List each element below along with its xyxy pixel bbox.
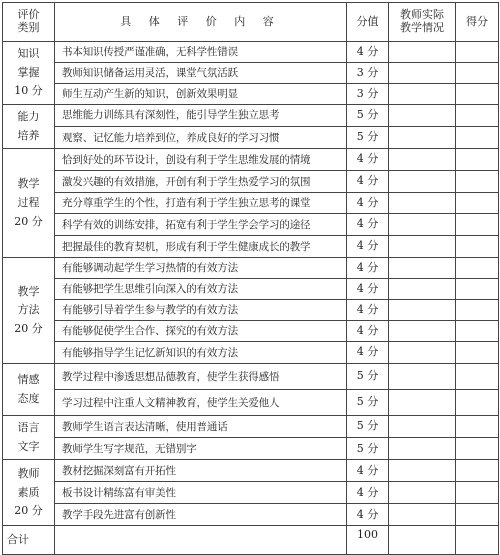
category-label: 教学 [17,284,40,298]
criterion-text: 有能够促使学生合作、探究的有效方法 [55,321,347,342]
criterion-text: 有能够引导着学生参与教学的有效方法 [55,300,347,321]
criterion-text: 书本知识传授严谨准确，无科学性错误 [55,42,347,63]
points-cell[interactable] [456,104,499,126]
teacher-situation-cell[interactable] [389,193,456,214]
criterion-text: 教材挖掘深刻富有开拓性 [55,460,347,482]
table-row [3,279,499,300]
category-label: 教师 [17,467,40,481]
category-label: 20 分 [14,214,43,228]
header-category [3,3,55,42]
category-cell [3,104,55,148]
criterion-text: 思维能力训练具有深刻性，能引导学生独立思考 [55,104,347,126]
category-label: 态度 [17,391,40,405]
teacher-situation-cell[interactable] [389,390,456,416]
points-cell[interactable] [456,258,499,279]
table-row [3,62,499,83]
score-value: 5 分 [347,438,389,460]
category-label: 教学 [17,177,40,191]
table-row [3,42,499,63]
score-value: 5 分 [347,104,389,126]
total-teacher-cell[interactable] [389,526,456,555]
score-value: 4 分 [347,214,389,236]
score-value: 5 分 [347,127,389,149]
total-row [3,526,499,555]
points-cell[interactable] [456,214,499,236]
category-cell [3,460,55,526]
header-teacher-line-1: 教师实际 [400,8,444,22]
total-score: 100 [347,526,389,555]
score-value: 4 分 [347,460,389,482]
criterion-text: 教师学生语言表达清晰，使用普通话 [55,416,347,438]
header-category-line-2: 类别 [17,21,40,34]
points-cell[interactable] [456,279,499,300]
teacher-situation-cell[interactable] [389,482,456,504]
teacher-situation-cell[interactable] [389,416,456,438]
category-label: 10 分 [14,84,43,98]
criterion-text: 师生互动产生新的知识，创新效果明显 [55,83,347,104]
category-label: 语言 [17,421,40,435]
table-body [3,42,499,555]
criterion-text: 有能够指导学生记忆新知识的有效方法 [55,342,347,364]
points-cell[interactable] [456,149,499,171]
score-value: 3 分 [347,62,389,83]
table-row [3,193,499,214]
criterion-text: 教学过程中渗透思想品德教育，使学生获得感悟 [55,364,347,390]
teacher-situation-cell[interactable] [389,321,456,342]
criterion-text: 教师学生写字规范，无错别字 [55,438,347,460]
table-row [3,342,499,364]
criterion-text: 有能够调动起学生学习热情的有效方法 [55,258,347,279]
points-cell[interactable] [456,127,499,149]
score-value: 4 分 [347,504,389,526]
table-row [3,300,499,321]
category-cell [3,258,55,364]
table-row [3,104,499,126]
points-cell[interactable] [456,342,499,364]
points-cell[interactable] [456,193,499,214]
score-value: 4 分 [347,42,389,63]
teacher-situation-cell[interactable] [389,104,456,126]
criterion-text: 充分尊重学生的个性，打造有利于学生独立思考的课堂 [55,193,347,214]
teacher-situation-cell[interactable] [389,236,456,258]
category-label: 方法 [17,303,40,317]
score-value: 4 分 [347,342,389,364]
score-value: 4 分 [347,321,389,342]
teacher-situation-cell[interactable] [389,258,456,279]
teacher-situation-cell[interactable] [389,279,456,300]
points-cell[interactable] [456,42,499,63]
score-value: 4 分 [347,258,389,279]
header-content [55,3,347,42]
score-value: 5 分 [347,364,389,390]
score-value: 4 分 [347,149,389,171]
points-cell[interactable] [456,460,499,482]
table-row [3,416,499,438]
header-teacher [389,3,456,42]
points-cell[interactable] [456,300,499,321]
table-row [3,390,499,416]
score-value: 4 分 [347,279,389,300]
criterion-text: 把握最佳的教育契机，形成有利于学生健康成长的教学 [55,236,347,258]
criterion-text: 板书设计精练富有审美性 [55,482,347,504]
category-cell [3,364,55,416]
points-cell[interactable] [456,83,499,104]
criterion-text: 教师知识储备运用灵活，课堂气氛活跃 [55,62,347,83]
category-label: 过程 [17,195,40,209]
table-row [3,171,499,193]
total-label: 合计 [3,526,55,555]
category-label: 文字 [17,439,40,453]
criterion-text: 有能够把学生思维引向深入的有效方法 [55,279,347,300]
score-value: 4 分 [347,193,389,214]
teacher-situation-cell[interactable] [389,42,456,63]
score-value: 3 分 [347,83,389,104]
table-row [3,258,499,279]
teacher-situation-cell[interactable] [389,504,456,526]
score-value: 4 分 [347,236,389,258]
points-cell[interactable] [456,482,499,504]
table-row [3,482,499,504]
teacher-situation-cell[interactable] [389,300,456,321]
table-row [3,214,499,236]
teacher-situation-cell[interactable] [389,62,456,83]
teacher-situation-cell[interactable] [389,460,456,482]
points-cell[interactable] [456,390,499,416]
criterion-text: 恰到好处的环节设计，创设有利于学生思维发展的情境 [55,149,347,171]
table-row [3,321,499,342]
category-label: 20 分 [14,322,43,336]
criterion-text: 观察、记忆能力培养到位，养成良好的学习习惯 [55,127,347,149]
score-value: 4 分 [347,300,389,321]
teacher-situation-cell[interactable] [389,364,456,390]
teacher-situation-cell[interactable] [389,171,456,193]
header-teacher-line-2: 教学情况 [400,21,444,34]
header-points: 得分 [456,3,499,42]
category-label: 知识 [17,47,40,60]
category-label: 素质 [17,485,40,499]
total-content-blank [55,526,347,555]
total-points-cell[interactable] [456,526,499,555]
category-label: 情感 [17,373,40,387]
table-row [3,364,499,390]
evaluation-table [2,2,499,555]
table-row [3,149,499,171]
criterion-text: 学习过程中注重人文精神教育，使学生关爱他人 [55,390,347,416]
points-cell[interactable] [456,171,499,193]
score-value: 4 分 [347,171,389,193]
category-cell [3,42,55,105]
points-cell[interactable] [456,504,499,526]
table-row [3,236,499,258]
points-cell[interactable] [456,416,499,438]
teacher-situation-cell[interactable] [389,149,456,171]
criterion-text: 科学有效的训练安排，拓宽有利于学生学会学习的途径 [55,214,347,236]
score-value: 5 分 [347,390,389,416]
table-row [3,83,499,104]
table-row [3,460,499,482]
points-cell[interactable] [456,236,499,258]
points-cell[interactable] [456,321,499,342]
teacher-situation-cell[interactable] [389,83,456,104]
category-label: 能力 [17,109,40,123]
category-label: 培养 [17,128,40,142]
teacher-situation-cell[interactable] [389,438,456,460]
criterion-text: 激发兴趣的有效措施，开创有利于学生热爱学习的氛围 [55,171,347,193]
category-cell [3,149,55,258]
table-row [3,438,499,460]
header-category-line-1: 评价 [17,8,40,22]
criterion-text: 教学手段先进富有创新性 [55,504,347,526]
category-label: 20 分 [14,504,43,518]
score-value: 4 分 [347,482,389,504]
points-cell[interactable] [456,62,499,83]
teacher-situation-cell[interactable] [389,127,456,149]
table-row [3,127,499,149]
header-row [3,3,499,42]
teacher-situation-cell[interactable] [389,342,456,364]
score-value: 5 分 [347,416,389,438]
category-cell [3,416,55,460]
points-cell[interactable] [456,438,499,460]
category-label: 掌握 [17,65,40,79]
header-score: 分值 [347,3,389,42]
teacher-situation-cell[interactable] [389,214,456,236]
header-content-label: 具 体 评 价 内 容 [120,14,281,28]
points-cell[interactable] [456,364,499,390]
table-row [3,504,499,526]
